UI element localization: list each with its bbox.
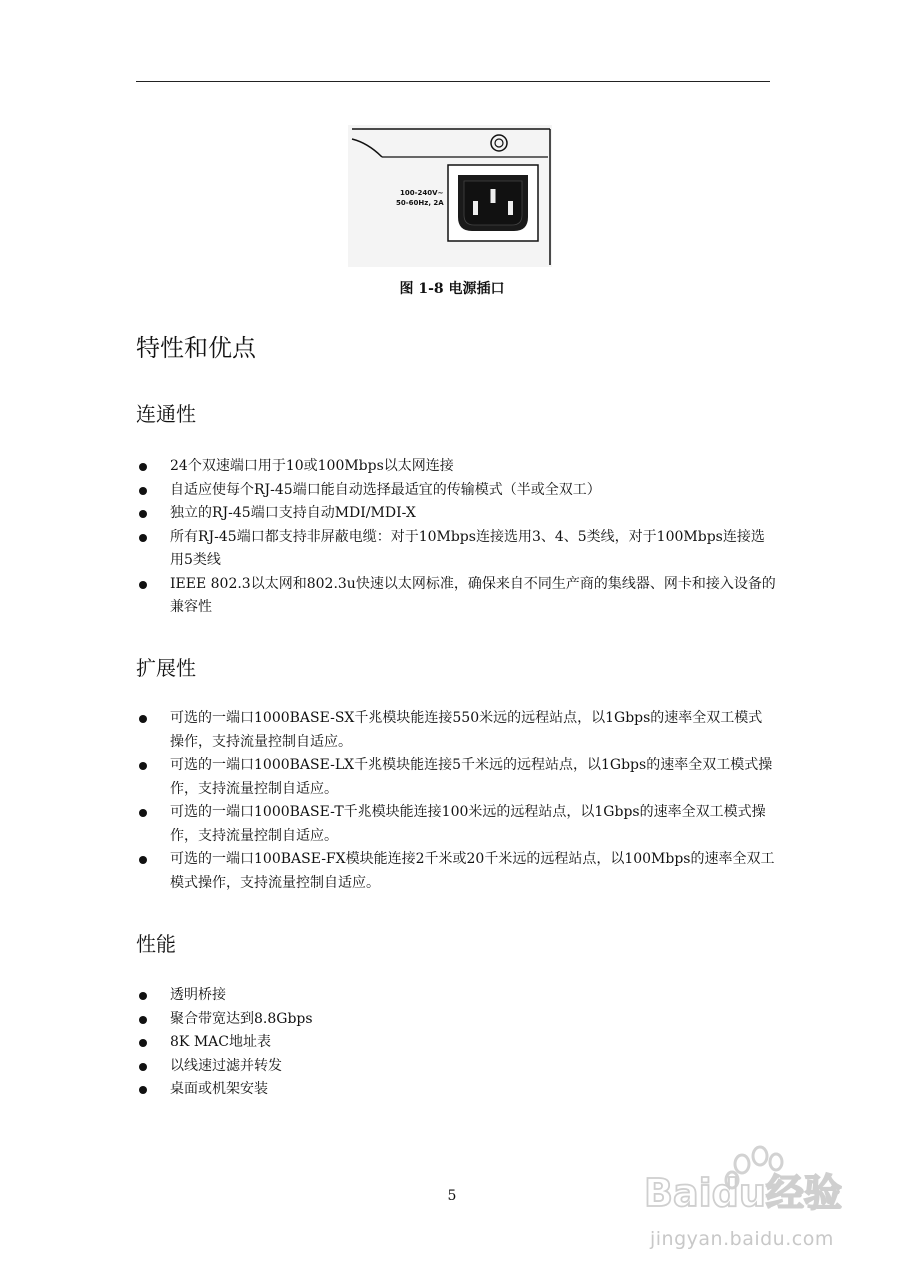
watermark-url: jingyan.baidu.com	[650, 1228, 834, 1250]
rating-label-1: 100-240V~	[400, 189, 444, 197]
baidu-watermark-logo	[640, 1140, 860, 1270]
connectivity-list	[136, 455, 776, 620]
list-item: 以线速过滤并转发	[136, 1055, 776, 1079]
expandability-heading: 扩展性	[136, 656, 196, 680]
expandability-list	[136, 707, 776, 895]
power-socket-figure	[348, 125, 552, 267]
figure-caption: 图 1-8 电源插口	[399, 281, 505, 297]
section-title: 特性和优点	[136, 334, 256, 362]
ac-socket-icon	[458, 175, 528, 231]
list-item: 可选的一端口1000BASE-LX千兆模块能连接5千米远的远程站点，以1Gbps的速率全双工模式操作，支持流量控制自适应。	[136, 754, 776, 801]
performance-list	[136, 984, 776, 1102]
rating-label-2: 50-60Hz, 2A	[396, 199, 444, 207]
connectivity-heading: 连通性	[136, 402, 196, 426]
list-item: 桌面或机架安装	[136, 1078, 776, 1102]
watermark-brand: Baidu经验	[644, 1171, 842, 1215]
list-item: 透明桥接	[136, 984, 776, 1008]
list-item: 聚合带宽达到8.8Gbps	[136, 1008, 776, 1032]
list-item: 独立的RJ-45端口支持自动MDI/MDI-X	[136, 502, 776, 526]
list-item: 24个双速端口用于10或100Mbps以太网连接	[136, 455, 776, 479]
list-item: IEEE 802.3以太网和802.3u快速以太网标准，确保来自不同生产商的集线器、网卡和接入设备的兼容性	[136, 573, 776, 620]
performance-heading: 性能	[136, 932, 176, 956]
list-item: 可选的一端口1000BASE-SX千兆模块能连接550米远的远程站点，以1Gbps的速率全双工模式操作，支持流量控制自适应。	[136, 707, 776, 754]
list-item: 可选的一端口1000BASE-T千兆模块能连接100米远的远程站点，以1Gbps的速率全双工模式操作，支持流量控制自适应。	[136, 801, 776, 848]
list-item: 可选的一端口100BASE-FX模块能连接2千米或20千米远的远程站点，以100Mbps的速率全双工模式操作，支持流量控制自适应。	[136, 848, 776, 895]
header-rule	[136, 81, 770, 82]
list-item: 8K MAC地址表	[136, 1031, 776, 1055]
page-number: 5	[447, 1188, 457, 1204]
list-item: 所有RJ-45端口都支持非屏蔽电缆：对于10Mbps连接选用3、4、5类线，对于100Mbps连接选用5类线	[136, 526, 776, 573]
list-item: 自适应使每个RJ-45端口能自动选择最适宜的传输模式（半或全双工）	[136, 479, 776, 503]
